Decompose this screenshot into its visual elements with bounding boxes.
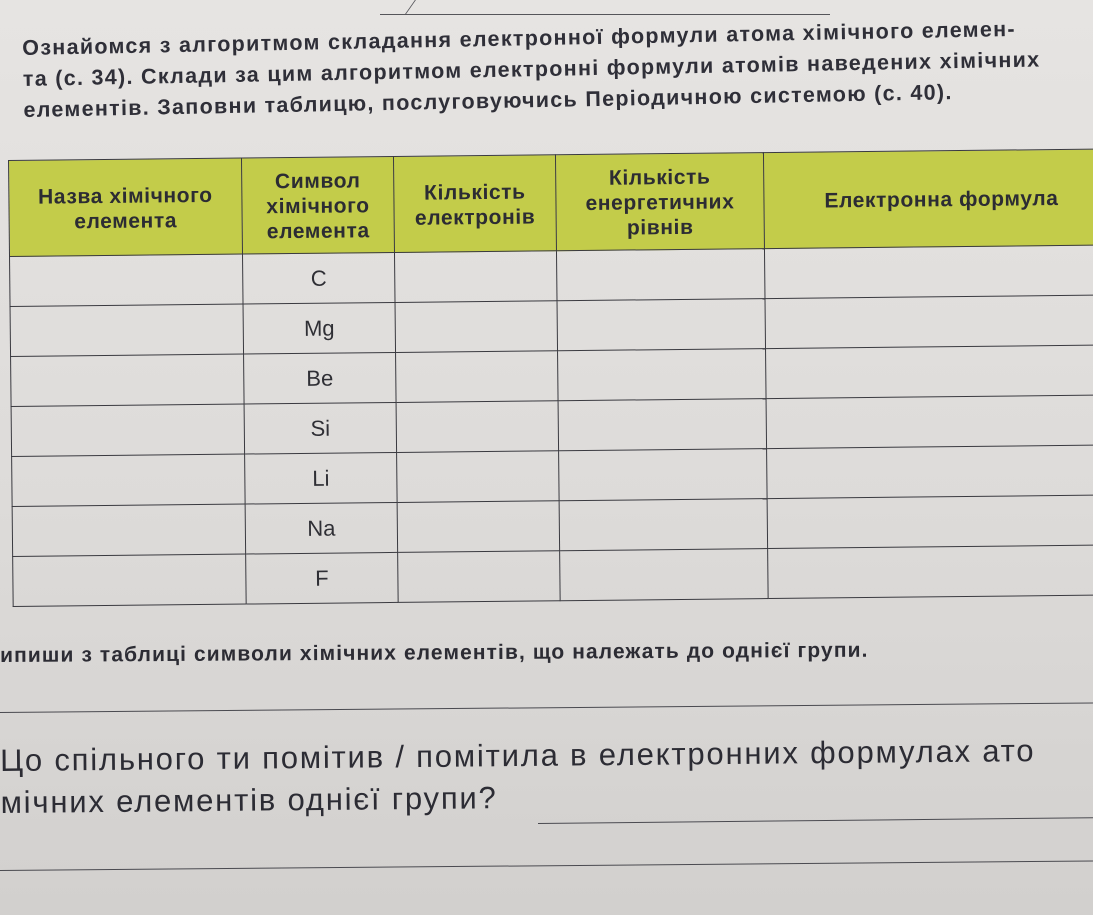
element-symbol-cell: C xyxy=(242,252,395,304)
electron-formula-cell[interactable] xyxy=(765,295,1093,349)
header-electron-count: Кількість електронів xyxy=(393,155,556,253)
header-element-name: Назва хімічного елемента xyxy=(9,158,243,256)
electron-count-cell[interactable] xyxy=(395,301,558,353)
electron-count-cell[interactable] xyxy=(397,451,560,503)
element-symbol-cell: F xyxy=(246,552,399,604)
electron-formula-cell[interactable] xyxy=(767,495,1093,549)
electron-count-cell[interactable] xyxy=(396,351,559,403)
element-symbol-cell: Be xyxy=(244,352,397,404)
electron-formula-cell[interactable] xyxy=(768,545,1093,599)
element-symbol-cell: Mg xyxy=(243,302,396,354)
task-line-2: та (с. 34). Склади за цим алгоритмом електронні формули атомів наведених хімічних xyxy=(22,47,1041,91)
energy-levels-cell[interactable] xyxy=(556,249,765,301)
header-electron-formula: Електронна формула xyxy=(763,149,1093,249)
answer-line-2[interactable] xyxy=(538,817,1093,824)
question-same-group: ипиши з таблиці символи хімічних елементів, що належать до однієї групи. xyxy=(0,638,869,667)
page-top-decoration xyxy=(380,0,830,15)
question-common-line-1: Цо спільного ти помітив / помітила в електронних формулах ато xyxy=(0,733,1036,778)
elements-table xyxy=(8,148,1093,607)
header-element-symbol: Символ хімічного елемента xyxy=(241,156,394,254)
element-symbol-cell: Si xyxy=(244,402,397,454)
answer-line-1[interactable] xyxy=(0,702,1093,713)
element-symbol-cell: Li xyxy=(245,452,398,504)
element-name-cell[interactable] xyxy=(11,354,245,406)
electron-count-cell[interactable] xyxy=(397,501,560,553)
energy-levels-cell[interactable] xyxy=(559,449,768,501)
task-line-3: елементів. Заповни таблицю, послуговуючись Періодичною системою (с. 40). xyxy=(23,80,953,122)
task-line-1: Ознайомся з алгоритмом складання електронної формули атома хімічного елемен- xyxy=(22,16,1017,60)
element-name-cell[interactable] xyxy=(10,254,244,306)
element-name-cell[interactable] xyxy=(12,454,246,506)
energy-levels-cell[interactable] xyxy=(557,299,766,351)
elements-table-wrapper xyxy=(8,149,1093,607)
element-name-cell[interactable] xyxy=(13,554,247,606)
electron-count-cell[interactable] xyxy=(396,401,559,453)
electron-formula-cell[interactable] xyxy=(767,445,1093,499)
table-header-row xyxy=(9,149,1093,257)
header-energy-levels: Кількість енергетичних рівнів xyxy=(555,153,764,251)
question-common-line-2: мічних елементів однієї групи? xyxy=(0,780,498,820)
energy-levels-cell[interactable] xyxy=(558,399,767,451)
electron-formula-cell[interactable] xyxy=(766,345,1093,399)
electron-formula-cell[interactable] xyxy=(764,245,1093,299)
electron-count-cell[interactable] xyxy=(398,551,561,603)
task-instructions xyxy=(22,13,1074,126)
energy-levels-cell[interactable] xyxy=(559,499,768,551)
table-row xyxy=(13,545,1093,607)
energy-levels-cell[interactable] xyxy=(558,349,767,401)
electron-formula-cell[interactable] xyxy=(766,395,1093,449)
question-common-features xyxy=(0,730,1093,824)
element-name-cell[interactable] xyxy=(12,504,246,556)
element-name-cell[interactable] xyxy=(10,304,244,356)
element-symbol-cell: Na xyxy=(245,502,398,554)
element-name-cell[interactable] xyxy=(11,404,245,456)
electron-count-cell[interactable] xyxy=(394,251,557,303)
answer-line-3[interactable] xyxy=(0,860,1093,871)
energy-levels-cell[interactable] xyxy=(560,549,769,601)
